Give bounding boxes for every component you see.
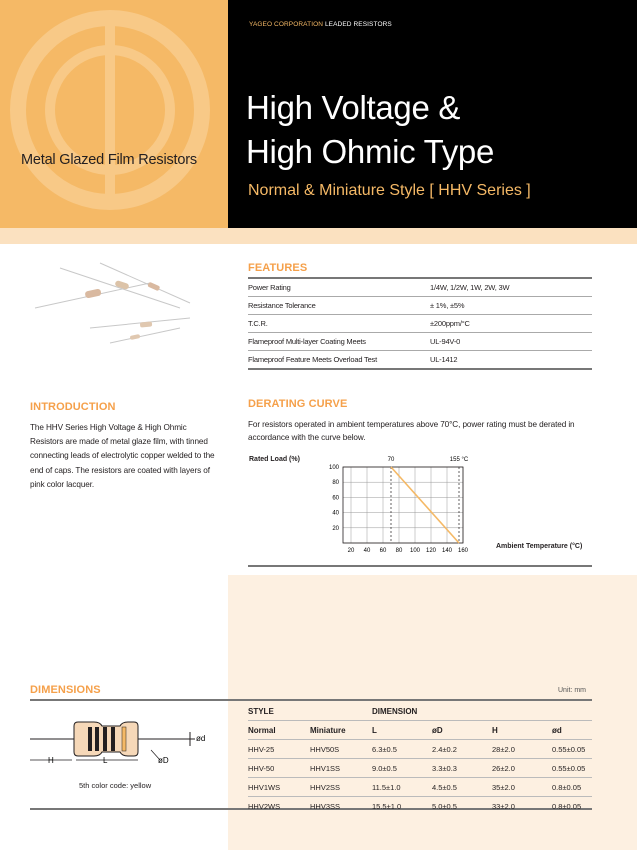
cell: 0.55±0.05 — [552, 759, 592, 778]
cell: 33±2.0 — [492, 801, 515, 811]
features-table — [248, 277, 592, 370]
feature-label: Flameproof Feature Meets Overload Test — [248, 351, 430, 370]
y-tick-label: 100 — [328, 465, 339, 471]
col-header: Miniature — [310, 721, 372, 740]
y-tick-label: 80 — [332, 480, 339, 487]
marker-label: 70 — [387, 457, 395, 463]
cell: 3.3±0.3 — [432, 759, 492, 778]
dimensions-top-rule — [30, 699, 592, 701]
cell: HHV1SS — [310, 759, 372, 778]
plot-frame — [343, 467, 463, 543]
dim-label-d: øD — [158, 756, 169, 765]
cell: 4.5±0.5 — [432, 778, 492, 797]
dim-label-h: H — [48, 756, 54, 765]
title-line-1: High Voltage & — [246, 89, 461, 126]
col-header: øD — [432, 721, 492, 740]
table-row — [248, 333, 592, 351]
page-title — [246, 86, 494, 174]
feature-label: Resistance Tolerance — [248, 297, 430, 315]
cell: 28±2.0 — [492, 740, 552, 759]
cell: 5.0±0.5 — [432, 801, 457, 811]
brand-product: LEADED RESISTORS — [324, 21, 392, 28]
table-row — [248, 759, 592, 778]
derating-heading: DERATING CURVE — [248, 398, 348, 410]
unit-label: Unit: mm — [558, 687, 586, 694]
y-tick-label: 40 — [332, 510, 339, 517]
x-tick-label: 60 — [379, 548, 387, 554]
table-column-header — [248, 721, 592, 740]
cell: HHV1WS — [248, 778, 310, 797]
cell: 0.8±0.05 — [552, 778, 592, 797]
col-header: L — [372, 721, 432, 740]
cell: 6.3±0.5 — [372, 740, 432, 759]
table-row — [248, 351, 592, 370]
introduction-heading: INTRODUCTION — [30, 401, 116, 413]
derating-text: For resistors operated in ambient temperatures above 70°C, power rating must be derated in accordance with the curve below. — [248, 420, 575, 442]
y-tick-label: 20 — [332, 525, 339, 532]
x-tick-label: 40 — [363, 548, 371, 554]
dim-label-l: L — [103, 756, 108, 765]
derating-separator — [248, 565, 592, 567]
features-heading: FEATURES — [248, 262, 308, 274]
marker-label: 155 °C — [449, 457, 469, 463]
table-row — [248, 740, 592, 759]
cell: 35±2.0 — [492, 778, 552, 797]
style-header: STYLE — [248, 702, 310, 721]
cell: 0.8±0.05 — [552, 801, 582, 811]
derating-chart — [320, 450, 490, 560]
cell: HHV-25 — [248, 740, 310, 759]
cell: 15.5±1.0 — [372, 801, 402, 811]
feature-value: UL-1412 — [430, 351, 592, 370]
chart-xlabel: Ambient Temperature (°C) — [496, 543, 583, 550]
table-row — [248, 797, 592, 816]
feature-value: 1/4W, 1/2W, 1W, 2W, 3W — [430, 278, 592, 297]
dimensions-table — [248, 702, 592, 815]
x-tick-label: 120 — [425, 548, 437, 554]
header-left-panel — [0, 0, 228, 228]
table-row — [248, 778, 592, 797]
derating-line — [391, 467, 459, 543]
dimensions-heading: DIMENSIONS — [30, 684, 101, 696]
y-tick-label: 60 — [332, 495, 339, 502]
dim-label-lead: ød — [196, 734, 206, 743]
table-group-header — [248, 702, 592, 721]
col-header: ød — [552, 721, 592, 740]
feature-value: ±200ppm/°C — [430, 315, 592, 333]
watermark-logo — [0, 0, 228, 228]
x-tick-label: 20 — [347, 548, 355, 554]
feature-label: Power Rating — [248, 278, 430, 297]
table-row — [248, 297, 592, 315]
introduction-text: The HHV Series High Voltage & High Ohmic Resistors are made of metal glaze film, with tinned connecting leads of electrolytic copper welded to the end of caps. The resistors are coated with layers of pink color lacquer. — [30, 423, 215, 489]
cell: 26±2.0 — [492, 759, 552, 778]
cell: HHV2SS — [310, 778, 372, 797]
feature-value: UL-94V-0 — [430, 333, 592, 351]
x-tick-label: 100 — [409, 548, 421, 554]
cell: HHV3SS — [310, 801, 341, 811]
cell: 11.5±1.0 — [372, 778, 432, 797]
resistor-photo — [30, 258, 190, 353]
cell: 9.0±0.5 — [372, 759, 432, 778]
brand-line — [249, 21, 392, 28]
title-line-2: High Ohmic Type — [246, 133, 494, 170]
brand-company: YAGEO CORPORATION — [249, 21, 324, 28]
table-row — [248, 315, 592, 333]
header-band — [0, 228, 637, 244]
cell: HHV2WS — [248, 801, 281, 811]
feature-label: Flameproof Multi-layer Coating Meets — [248, 333, 430, 351]
resistor-diagram — [30, 720, 220, 780]
x-tick-label: 80 — [395, 548, 403, 554]
col-header: H — [492, 721, 552, 740]
chart-ylabel: Rated Load (%) — [249, 456, 300, 463]
feature-value: ± 1%, ±5% — [430, 297, 592, 315]
dimension-header: DIMENSION — [372, 702, 592, 721]
x-tick-label: 140 — [441, 548, 453, 554]
cell: 2.4±0.2 — [432, 740, 492, 759]
col-header: Normal — [248, 721, 310, 740]
cell: HHV50S — [310, 740, 372, 759]
product-name: Metal Glazed Film Resistors — [21, 152, 197, 168]
feature-label: T.C.R. — [248, 315, 430, 333]
cell: 0.55±0.05 — [552, 740, 592, 759]
cell: HHV-50 — [248, 759, 310, 778]
page-subtitle: Normal & Miniature Style [ HHV Series ] — [248, 182, 531, 199]
color-code-note: 5th color code: yellow — [79, 781, 152, 790]
table-row — [248, 278, 592, 297]
x-tick-label: 160 — [457, 548, 469, 554]
